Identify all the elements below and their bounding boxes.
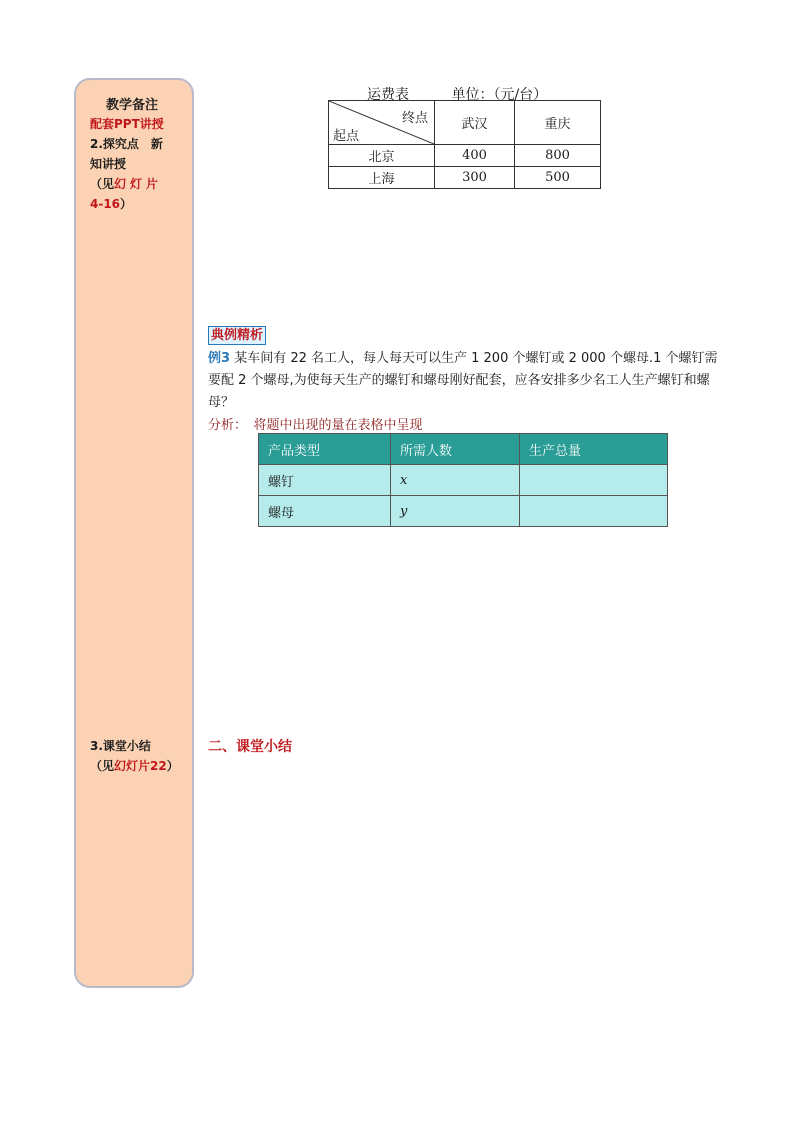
freight-row: [329, 145, 601, 167]
freight-col-header: 武汉: [435, 101, 515, 145]
freight-row: [329, 167, 601, 189]
example-text: 某车间有 22 名工人，每人每天可以生产 1 200 个螺钉或 2 000 个螺母.1 个螺钉需要配 2 个螺母,为使每天生产的螺钉和螺母刚好配套，应各安排多少名工人生产螺钉和螺母？: [208, 351, 718, 410]
sidebar-summary-ref-prefix: （见: [90, 759, 115, 773]
freight-unit: 单位：（元/台）: [451, 87, 548, 103]
sidebar-summary-ref-suffix: ）: [166, 759, 179, 773]
header-start-label: 起点: [333, 129, 360, 144]
class-summary-heading: 二、课堂小结: [208, 739, 292, 755]
worker-count-cell: x: [391, 465, 520, 496]
product-table-header: [259, 434, 668, 465]
sidebar-summary-ref-num: 22: [150, 759, 167, 773]
product-type-cell: 螺钉: [259, 465, 391, 496]
table-row: [259, 496, 668, 527]
freight-table: [328, 100, 601, 189]
sidebar-explore-point: 2.探究点 新: [90, 137, 163, 151]
freight-cell: 300: [435, 167, 515, 189]
example-section-tag: 典例精析: [208, 326, 266, 345]
freight-cell: 500: [515, 167, 601, 189]
product-table: [258, 433, 668, 527]
product-type-cell: 螺母: [259, 496, 391, 527]
sidebar-slide-ref-prefix: （见: [90, 177, 115, 191]
teaching-notes-sidebar: [74, 78, 194, 988]
table-row: [259, 465, 668, 496]
sidebar-summary-ref: [90, 756, 179, 776]
freight-title: 运费表: [367, 87, 409, 103]
sidebar-slide-range-suffix: ）: [120, 197, 133, 211]
freight-col-header: 重庆: [515, 101, 601, 145]
header-end-label: 终点: [401, 111, 428, 126]
product-header-cell: 所需人数: [391, 434, 520, 465]
sidebar-title: 教学备注: [106, 98, 159, 113]
sidebar-ppt-note: 配套PPT讲授: [90, 117, 164, 131]
product-header-cell: 产品类型: [259, 434, 391, 465]
example-label: 例3: [208, 351, 231, 366]
example-problem: [208, 348, 728, 414]
sidebar-summary-ref-word: 幻灯片: [114, 759, 151, 773]
freight-row-name: 北京: [329, 145, 435, 167]
analysis-text: 分析： 将题中出现的量在表格中呈现: [208, 418, 423, 433]
freight-cell: 800: [515, 145, 601, 167]
worker-count-cell: y: [391, 496, 520, 527]
sidebar-slide-range-num: 4-16: [90, 197, 121, 211]
sidebar-slide-ref: [90, 174, 162, 194]
sidebar-slide-ref-word: 幻灯片: [114, 177, 163, 191]
total-output-cell: [520, 496, 668, 527]
sidebar-summary-title: 3.课堂小结: [90, 739, 151, 753]
freight-diagonal-header: [329, 101, 435, 145]
sidebar-new-knowledge: 知讲授: [90, 157, 127, 171]
freight-row-name: 上海: [329, 167, 435, 189]
total-output-cell: [520, 465, 668, 496]
sidebar-slide-range: [90, 194, 132, 214]
product-header-cell: 生产总量: [520, 434, 668, 465]
freight-cell: 400: [435, 145, 515, 167]
